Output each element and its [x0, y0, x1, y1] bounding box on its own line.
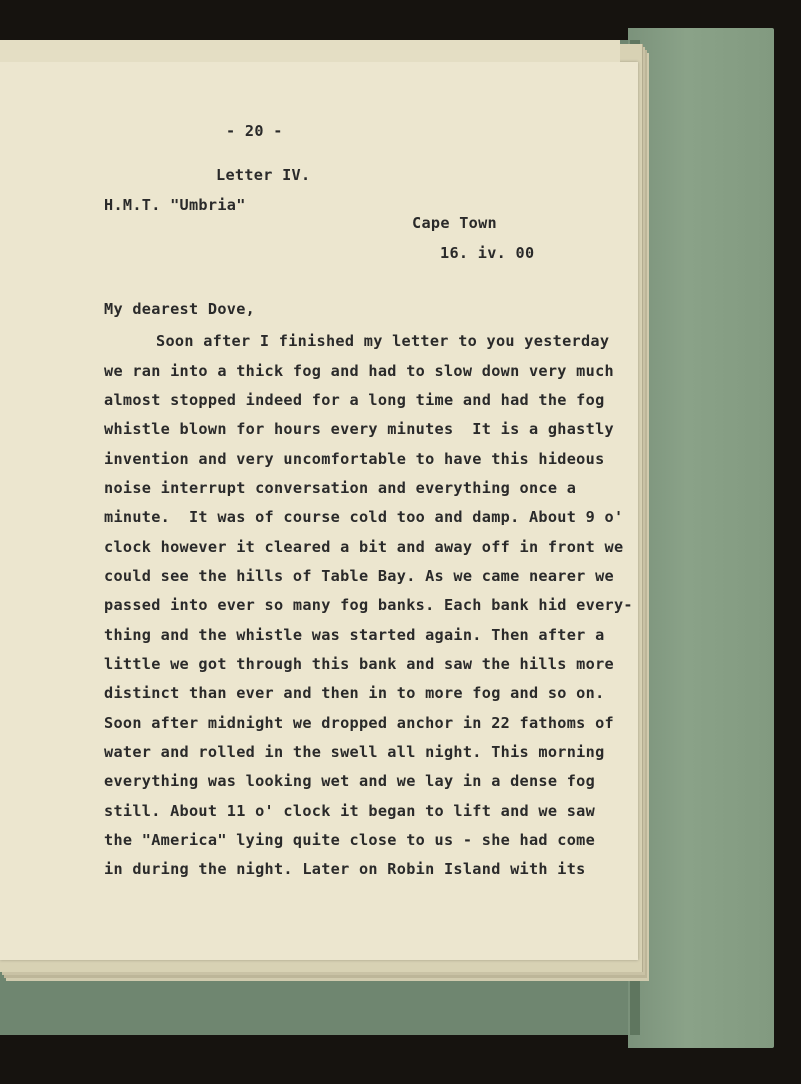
- date-line: 16. iv. 00: [440, 244, 535, 262]
- body-line: distinct than ever and then in to more fog and so on.: [104, 684, 605, 702]
- body-line: still. About 11 o' clock it began to lift and we saw: [104, 802, 596, 820]
- body-line: thing and the whistle was started again. Then after a: [104, 626, 605, 644]
- body-line: in during the night. Later on Robin Island with its: [104, 860, 586, 878]
- place-line: Cape Town: [412, 214, 497, 232]
- body-line: invention and very uncomfortable to have this hideous: [104, 450, 605, 468]
- body-line: passed into ever so many fog banks. Each bank hid every-: [104, 596, 633, 614]
- folder-flap: [628, 28, 774, 1048]
- body-line: could see the hills of Table Bay. As we came nearer we: [104, 567, 614, 585]
- typed-letter-page: [0, 62, 638, 960]
- body-line: everything was looking wet and we lay in a dense fog: [104, 772, 596, 790]
- body-line: Soon after I finished my letter to you yesterday: [156, 332, 610, 350]
- body-line: almost stopped indeed for a long time and had the fog: [104, 391, 605, 409]
- body-line: the "America" lying quite close to us - she had come: [104, 831, 596, 849]
- salutation: My dearest Dove,: [104, 300, 256, 318]
- body-line: clock however it cleared a bit and away off in front we: [104, 538, 624, 556]
- body-line: we ran into a thick fog and had to slow down very much: [104, 362, 614, 380]
- letter-heading: Letter IV.: [216, 166, 311, 184]
- ship-name: H.M.T. "Umbria": [104, 196, 246, 214]
- page-number: - 20 -: [226, 122, 283, 140]
- body-line: whistle blown for hours every minutes It is a ghastly: [104, 420, 614, 438]
- body-line: water and rolled in the swell all night. This morning: [104, 743, 605, 761]
- body-line: Soon after midnight we dropped anchor in 22 fathoms of: [104, 714, 614, 732]
- body-line: minute. It was of course cold too and damp. About 9 o': [104, 508, 624, 526]
- body-line: noise interrupt conversation and everything once a: [104, 479, 577, 497]
- body-line: little we got through this bank and saw the hills more: [104, 655, 614, 673]
